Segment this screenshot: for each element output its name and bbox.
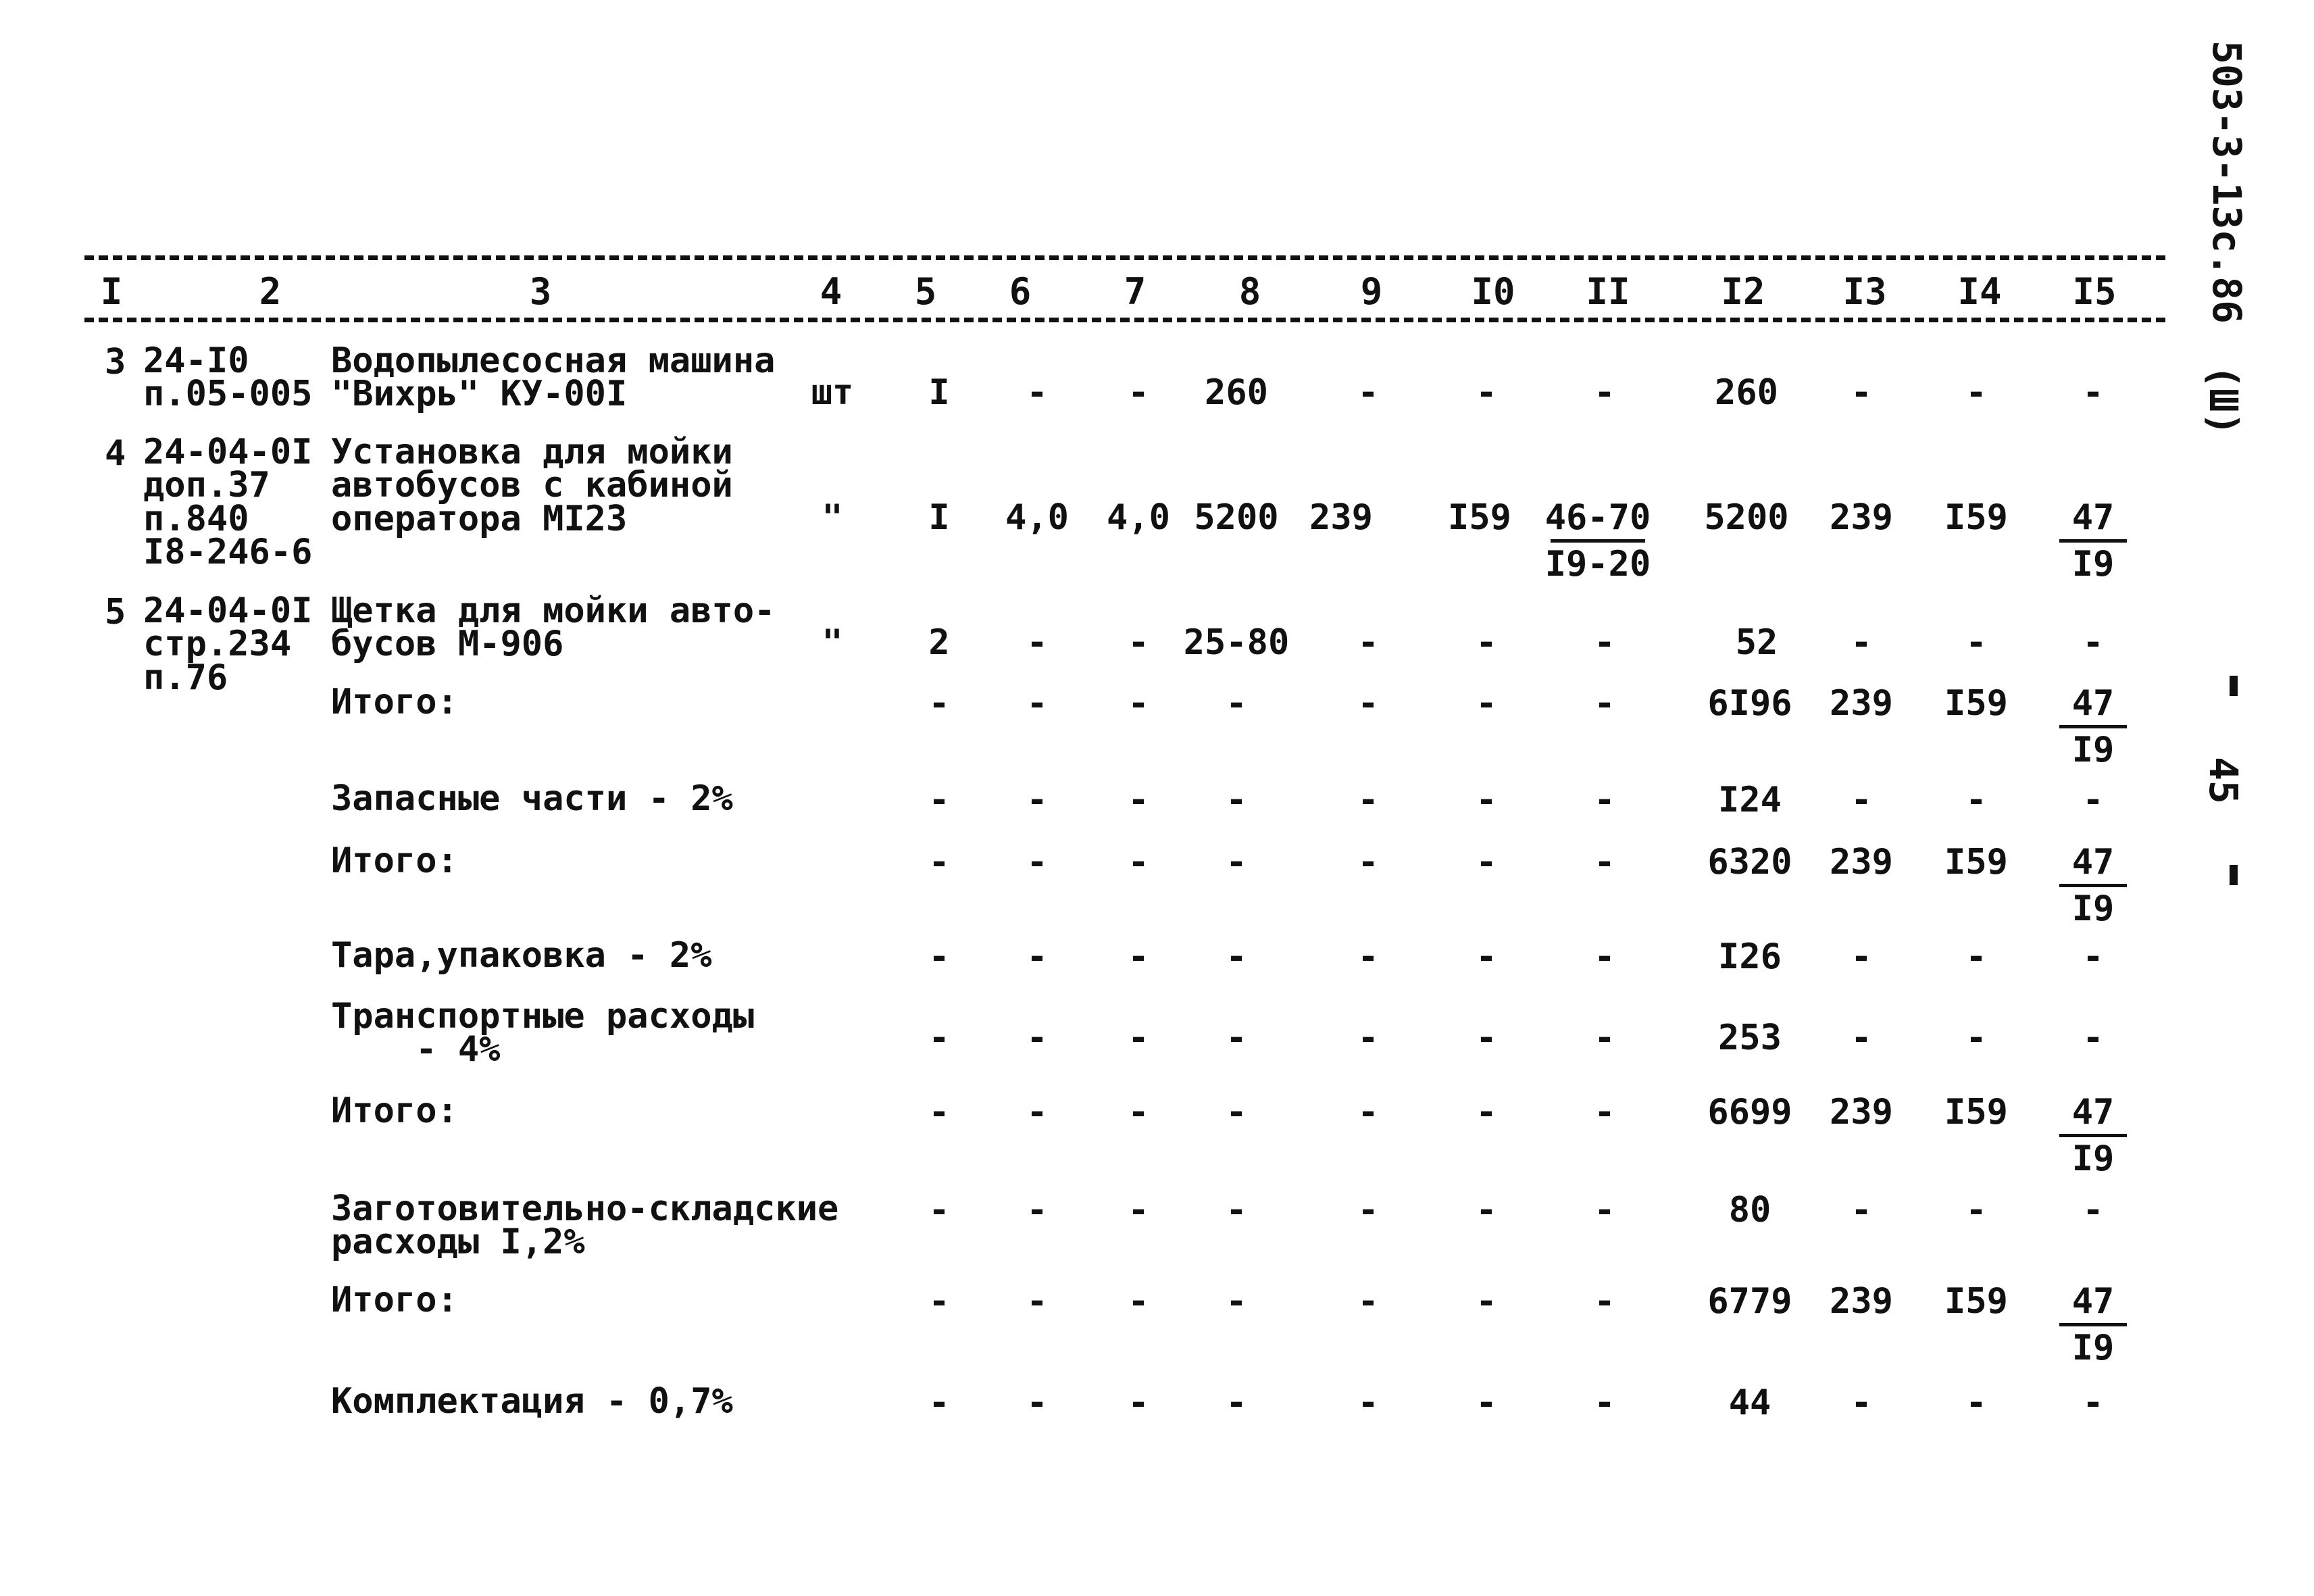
col-header-8: 8: [1238, 270, 1261, 313]
page-number-dash-bottom: [2230, 865, 2238, 885]
row-number: 5: [105, 592, 126, 632]
summary-c15-fraction: [2039, 683, 2147, 770]
cell-c13: -: [1851, 622, 1872, 663]
summary-dash-c7: -: [1128, 842, 1149, 882]
summary-label: Итого:: [331, 682, 458, 722]
row-qty: I: [928, 372, 950, 413]
summary-c15-fraction: [2039, 1281, 2147, 1368]
header-bottom-rule: [84, 318, 2165, 322]
cell-c6: 4,0: [1005, 497, 1069, 538]
cell-c10: I59: [1448, 497, 1511, 538]
summary-dash-c8: -: [1226, 842, 1247, 882]
cell-c7: 4,0: [1107, 497, 1170, 538]
summary-dash-c6: -: [1026, 1092, 1048, 1132]
summary-dash-c10: -: [1476, 1281, 1497, 1322]
summary-label: Запасные части - 2%: [331, 778, 733, 819]
summary-dash-c8: -: [1226, 1382, 1247, 1423]
document-code: 503-3-13с.86: [2204, 41, 2250, 324]
cell-c14: I59: [1944, 497, 2008, 538]
summary-dash-c5: -: [928, 1382, 950, 1423]
cell-c8: 25-80: [1183, 622, 1290, 663]
cell-c15-fraction: [2039, 497, 2147, 584]
summary-dash-c5: -: [928, 780, 950, 820]
fraction-denominator: I9-20: [1544, 544, 1651, 584]
row-code: 24-04-0I стр.234 п.76: [143, 591, 313, 698]
summary-c12: 253: [1718, 1018, 1782, 1058]
cell-c11: -: [1594, 622, 1615, 663]
summary-dash-c5: -: [928, 1190, 950, 1230]
summary-label: Тара,упаковка - 2%: [331, 935, 712, 976]
row-description: Установка для мойки автобусов с кабиной оператора МI23: [331, 432, 733, 539]
cell-c7: -: [1128, 372, 1149, 413]
summary-dash-c11: -: [1594, 1092, 1615, 1132]
summary-dash-c8: -: [1226, 1281, 1247, 1322]
summary-dash-c6: -: [1026, 1382, 1048, 1423]
summary-c13: -: [1851, 1018, 1872, 1058]
summary-dash-c8: -: [1226, 1190, 1247, 1230]
col-header-13: I3: [1842, 270, 1887, 313]
summary-dash-c8: -: [1226, 1092, 1247, 1132]
fraction-numerator: 47: [2071, 497, 2115, 538]
summary-c13: 239: [1830, 683, 1893, 724]
fraction-denominator: I9: [2071, 889, 2115, 929]
cell-c9: -: [1357, 622, 1379, 663]
summary-dash-c6: -: [1026, 937, 1048, 977]
summary-dash-c8: -: [1226, 683, 1247, 724]
fraction-denominator: I9: [2071, 1139, 2115, 1179]
col-header-6: 6: [1009, 270, 1032, 313]
fraction-numerator: 47: [2071, 842, 2115, 882]
summary-dash-c6: -: [1026, 1190, 1048, 1230]
summary-dash-c10: -: [1476, 937, 1497, 977]
fraction-denominator: I9: [2071, 1328, 2115, 1368]
summary-dash-c7: -: [1128, 1190, 1149, 1230]
summary-dash-c7: -: [1128, 1281, 1149, 1322]
fraction-denominator: I9: [2071, 544, 2115, 584]
summary-dash-c7: -: [1128, 683, 1149, 724]
summary-dash-c10: -: [1476, 683, 1497, 724]
row-unit: ": [822, 497, 843, 538]
summary-dash-c9: -: [1357, 1382, 1379, 1423]
summary-dash-c11: -: [1594, 1018, 1615, 1058]
summary-c14: -: [1965, 1382, 1987, 1423]
col-header-9: 9: [1360, 270, 1383, 313]
summary-dash-c6: -: [1026, 780, 1048, 820]
cell-c13: 239: [1830, 497, 1893, 538]
summary-label: Итого:: [331, 1280, 458, 1320]
summary-dash-c7: -: [1128, 937, 1149, 977]
cell-c12: 260: [1715, 372, 1778, 413]
summary-dash-c6: -: [1026, 1018, 1048, 1058]
col-header-11: II: [1586, 270, 1630, 313]
summary-dash-c8: -: [1226, 937, 1247, 977]
summary-c13: -: [1851, 1190, 1872, 1230]
summary-dash-c11: -: [1594, 1190, 1615, 1230]
cell-c9: 239: [1309, 497, 1373, 538]
row-code: 24-I0 п.05-005: [143, 341, 313, 415]
cell-c9: -: [1357, 372, 1379, 413]
summary-dash-c11: -: [1594, 1281, 1615, 1322]
cell-c11: -: [1594, 372, 1615, 413]
summary-c12: 80: [1728, 1190, 1771, 1230]
row-code: 24-04-0I доп.37 п.840 I8-246-6: [143, 432, 313, 573]
row-description: Щетка для мойки авто- бусов М-906: [331, 591, 776, 665]
row-qty: 2: [928, 622, 950, 663]
summary-c12: 6779: [1707, 1281, 1792, 1322]
summary-dash-c5: -: [928, 683, 950, 724]
col-header-10: I0: [1471, 270, 1515, 313]
cell-c14: -: [1965, 372, 1987, 413]
col-header-2: 2: [259, 270, 282, 313]
cell-c13: -: [1851, 372, 1872, 413]
summary-dash-c7: -: [1128, 1018, 1149, 1058]
summary-dash-c9: -: [1357, 937, 1379, 977]
summary-dash-c11: -: [1594, 683, 1615, 724]
summary-dash-c5: -: [928, 1092, 950, 1132]
summary-c14: -: [1965, 937, 1987, 977]
cell-c8: 260: [1205, 372, 1268, 413]
summary-c12: 44: [1728, 1382, 1771, 1423]
summary-dash-c11: -: [1594, 937, 1615, 977]
summary-c14: I59: [1944, 1281, 2008, 1322]
summary-dash-c11: -: [1594, 1382, 1615, 1423]
cell-c12: 52: [1735, 622, 1778, 663]
summary-dash-c6: -: [1026, 683, 1048, 724]
summary-dash-c11: -: [1594, 780, 1615, 820]
summary-dash-c8: -: [1226, 780, 1247, 820]
summary-c12: I26: [1718, 937, 1782, 977]
summary-c13: -: [1851, 780, 1872, 820]
summary-c15-fraction: [2039, 842, 2147, 929]
summary-c15-fraction: [2039, 1092, 2147, 1179]
summary-label: Транспортные расходы - 4%: [331, 996, 755, 1070]
summary-label: Итого:: [331, 1091, 458, 1131]
summary-c12: 6I96: [1707, 683, 1792, 724]
col-header-14: I4: [1957, 270, 2002, 313]
summary-dash-c9: -: [1357, 1281, 1379, 1322]
summary-c13: -: [1851, 937, 1872, 977]
summary-dash-c5: -: [928, 937, 950, 977]
cell-c12: 5200: [1704, 497, 1789, 538]
summary-c14: -: [1965, 780, 1987, 820]
summary-dash-c9: -: [1357, 780, 1379, 820]
summary-c14: I59: [1944, 683, 2008, 724]
col-header-3: 3: [529, 270, 552, 313]
summary-c13: 239: [1830, 842, 1893, 882]
fraction-numerator: 47: [2071, 683, 2115, 724]
header-top-rule: [84, 255, 2165, 260]
col-header-1: I: [100, 270, 123, 313]
summary-c13: 239: [1830, 1092, 1893, 1132]
row-number: 4: [105, 433, 126, 474]
album-mark: (Ш): [2200, 365, 2246, 436]
cell-c15: -: [2082, 372, 2104, 413]
cell-c10: -: [1476, 372, 1497, 413]
fraction-numerator: 46-70: [1544, 497, 1651, 538]
cell-c15: -: [2082, 622, 2104, 663]
col-header-4: 4: [820, 270, 842, 313]
cell-c10: -: [1476, 622, 1497, 663]
summary-label: Комплектация - 0,7%: [331, 1381, 733, 1422]
summary-dash-c10: -: [1476, 1190, 1497, 1230]
summary-c12: I24: [1718, 780, 1782, 820]
summary-c14: -: [1965, 1190, 1987, 1230]
fraction-numerator: 47: [2071, 1281, 2115, 1322]
summary-c15: -: [2082, 1018, 2104, 1058]
col-header-5: 5: [914, 270, 937, 313]
summary-c15: -: [2082, 937, 2104, 977]
summary-dash-c6: -: [1026, 842, 1048, 882]
page-number-dash-top: [2230, 676, 2238, 696]
summary-c12: 6320: [1707, 842, 1792, 882]
fraction-numerator: 47: [2071, 1092, 2115, 1132]
summary-dash-c10: -: [1476, 1018, 1497, 1058]
summary-dash-c8: -: [1226, 1018, 1247, 1058]
cell-c6: -: [1026, 372, 1048, 413]
col-header-15: I5: [2072, 270, 2117, 313]
summary-c14: -: [1965, 1018, 1987, 1058]
summary-dash-c5: -: [928, 842, 950, 882]
col-header-7: 7: [1124, 270, 1147, 313]
cell-c6: -: [1026, 622, 1048, 663]
fraction-denominator: I9: [2071, 730, 2115, 770]
summary-c13: 239: [1830, 1281, 1893, 1322]
summary-label: Заготовительно-складские расходы I,2%: [331, 1189, 839, 1263]
summary-dash-c5: -: [928, 1281, 950, 1322]
row-number: 3: [105, 342, 126, 382]
cell-c8: 5200: [1194, 497, 1279, 538]
summary-dash-c10: -: [1476, 780, 1497, 820]
summary-c15: -: [2082, 1190, 2104, 1230]
cell-c7: -: [1128, 622, 1149, 663]
summary-dash-c10: -: [1476, 1092, 1497, 1132]
summary-c15: -: [2082, 1382, 2104, 1423]
row-unit: ": [822, 622, 843, 663]
row-description: Водопылесосная машина "Вихрь" КУ-00I: [331, 341, 776, 415]
summary-dash-c7: -: [1128, 1382, 1149, 1423]
summary-c14: I59: [1944, 842, 2008, 882]
summary-dash-c5: -: [928, 1018, 950, 1058]
summary-dash-c6: -: [1026, 1281, 1048, 1322]
summary-dash-c9: -: [1357, 683, 1379, 724]
cell-c11-fraction: [1544, 497, 1652, 584]
summary-dash-c9: -: [1357, 1018, 1379, 1058]
summary-label: Итого:: [331, 841, 458, 881]
summary-c12: 6699: [1707, 1092, 1792, 1132]
summary-dash-c9: -: [1357, 842, 1379, 882]
summary-dash-c7: -: [1128, 1092, 1149, 1132]
summary-dash-c11: -: [1594, 842, 1615, 882]
summary-dash-c10: -: [1476, 842, 1497, 882]
summary-dash-c10: -: [1476, 1382, 1497, 1423]
row-qty: I: [928, 497, 950, 538]
summary-dash-c9: -: [1357, 1092, 1379, 1132]
cell-c14: -: [1965, 622, 1987, 663]
col-header-12: I2: [1721, 270, 1765, 313]
summary-c13: -: [1851, 1382, 1872, 1423]
page-number: 45: [2200, 757, 2246, 804]
summary-dash-c9: -: [1357, 1190, 1379, 1230]
summary-c15: -: [2082, 780, 2104, 820]
summary-dash-c7: -: [1128, 780, 1149, 820]
row-unit: шт: [811, 372, 854, 413]
summary-c14: I59: [1944, 1092, 2008, 1132]
